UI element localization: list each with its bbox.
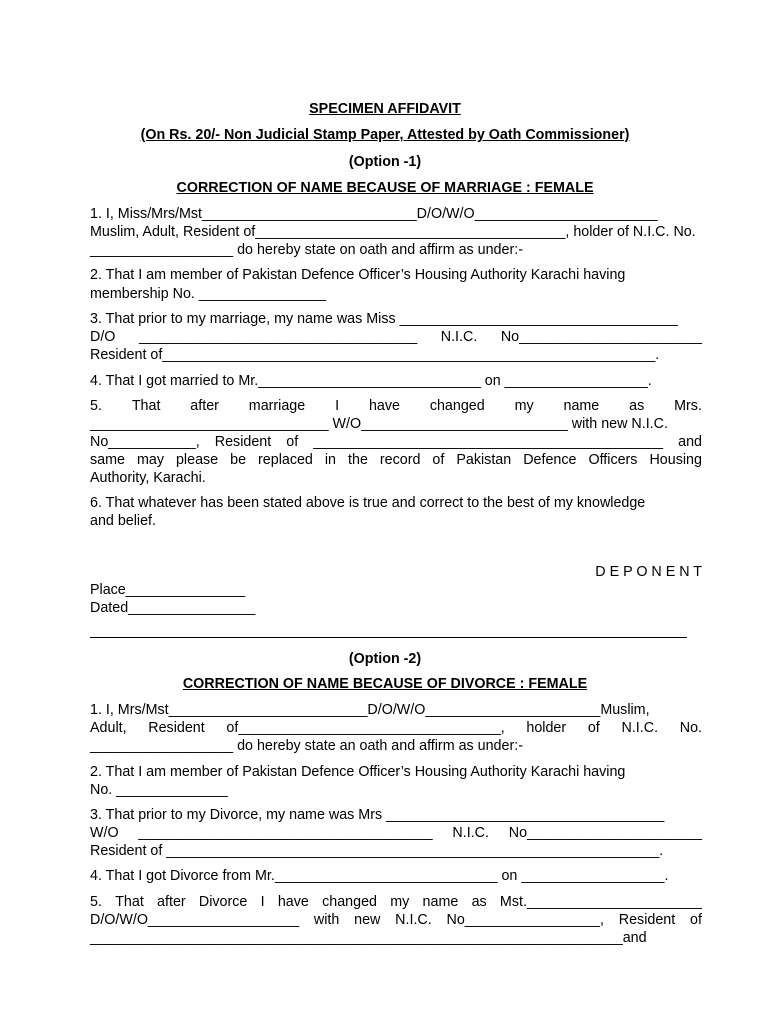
word: be	[230, 452, 247, 468]
word: after	[190, 398, 219, 414]
word: No_______________________	[500, 329, 702, 345]
word: holder	[526, 720, 567, 736]
word: of	[286, 434, 299, 450]
word: I	[335, 398, 340, 414]
o2-para1-line2	[90, 719, 702, 737]
word: Divorce	[198, 894, 248, 910]
word: changed	[322, 894, 377, 910]
word: Housing	[649, 452, 702, 468]
word: _____________________________________	[138, 825, 433, 841]
word: changed	[429, 398, 485, 414]
word: No______________________	[508, 825, 702, 841]
o1-para1-line2: Muslim, Adult, Resident of_______________________________________, holder of N.I.C. No.	[90, 224, 696, 240]
word: Mst.______________________	[499, 894, 702, 910]
word: 5.	[90, 398, 102, 414]
word: Resident	[618, 912, 676, 928]
o2-para3-line2	[90, 824, 702, 842]
word: Pakistan	[456, 452, 512, 468]
o2-para5-line2	[90, 911, 702, 929]
word: N.I.C.	[621, 720, 659, 736]
word: Defence	[523, 452, 577, 468]
option-2-label: (Option -2)	[348, 651, 422, 667]
option-1-heading: CORRECTION OF NAME BECAUSE OF MARRIAGE : FEMALE	[176, 180, 594, 196]
word: N.I.C.	[440, 329, 478, 345]
o1-para3-line1: 3. That prior to my marriage, my name was Miss ___________________________________	[90, 311, 678, 327]
word: please	[175, 452, 219, 468]
word: my	[514, 398, 534, 414]
document-title: SPECIMEN AFFIDAVIT	[309, 101, 461, 117]
word: of	[432, 452, 445, 468]
word: No___________,	[90, 434, 200, 450]
o1-para5-line3	[90, 433, 702, 451]
word: Officers	[588, 452, 638, 468]
word: No.	[679, 720, 702, 736]
o2-para4: 4. That I got Divorce from Mr.____________________________ on __________________.	[90, 868, 669, 884]
o1-para5-line2: ______________________________ W/O__________________________ with new N.I.C.	[90, 416, 668, 432]
word: 5.	[90, 894, 102, 910]
o2-para3-line1: 3. That prior to my Divorce, my name was Mrs ___________________________________	[90, 807, 665, 823]
word: record	[379, 452, 421, 468]
word: name	[422, 894, 459, 910]
word: in	[324, 452, 337, 468]
o1-para5-line1	[90, 397, 702, 415]
o1-para3-line3: Resident of______________________________________________________________.	[90, 347, 660, 363]
word: No_________________,	[446, 912, 604, 928]
place-field: Place_______________	[90, 582, 246, 598]
word: ___________________________________	[138, 329, 418, 345]
word: as	[471, 894, 487, 910]
word: Resident	[148, 720, 205, 736]
section-divider	[90, 637, 687, 638]
dated-field: Dated________________	[90, 600, 256, 616]
o2-para2-line1: 2. That I am member of Pakistan Defence Officer’s Housing Authority Karachi having	[90, 764, 626, 780]
word: Resident	[214, 434, 272, 450]
deponent-label: D E P O N E N T	[595, 564, 702, 580]
word: have	[277, 894, 309, 910]
word: have	[368, 398, 400, 414]
word: That	[131, 398, 161, 414]
word: Adult,	[90, 720, 127, 736]
o1-para6-line1: 6. That whatever has been stated above is true and correct to the best of my knowledge	[90, 495, 646, 511]
o1-para2-line2: membership No. ________________	[90, 286, 327, 302]
o1-para2-line1: 2. That I am member of Pakistan Defence Officer’s Housing Authority Karachi having	[90, 267, 626, 283]
word: and	[678, 434, 702, 450]
o2-para3-line3: Resident of ______________________________________________________________.	[90, 843, 664, 859]
word: after	[157, 894, 186, 910]
word: N.I.C.	[452, 825, 489, 841]
o1-para5-line5: Authority, Karachi.	[90, 470, 206, 486]
word: W/O	[90, 825, 119, 841]
option-2-heading: CORRECTION OF NAME BECAUSE OF DIVORCE : FEMALE	[182, 676, 588, 692]
o1-para1-line1: 1. I, Miss/Mrs/Mst___________________________D/O/W/O_______________________	[90, 206, 658, 222]
word: as	[629, 398, 645, 414]
word: N.I.C.	[395, 912, 432, 928]
word: D/O	[90, 329, 116, 345]
o2-para5-line3: ___________________________________________________________________and	[90, 930, 647, 946]
o2-para1-line3: __________________ do hereby state an oath and affirm as under:-	[90, 738, 523, 754]
word: the	[348, 452, 368, 468]
o1-para6-line2: and belief.	[90, 513, 156, 529]
o2-para5-line1	[90, 893, 702, 911]
word: new	[354, 912, 381, 928]
o2-para1-line1: 1. I, Mrs/Mst_________________________D/O/W/O______________________Muslim,	[90, 702, 650, 718]
word: ____________________________________________	[313, 434, 664, 450]
word: my	[390, 894, 410, 910]
o2-para2-line2: No. ______________	[90, 782, 228, 798]
option-1-label: (Option -1)	[348, 154, 422, 170]
word: marriage	[248, 398, 306, 414]
word: Mrs.	[674, 398, 702, 414]
o1-para1-line3: __________________ do hereby state on oath and affirm as under:-	[90, 242, 523, 258]
document-subtitle: (On Rs. 20/- Non Judicial Stamp Paper, Attested by Oath Commissioner)	[140, 127, 630, 143]
word: with	[313, 912, 340, 928]
word: I	[260, 894, 265, 910]
word: replaced	[258, 452, 313, 468]
word: D/O/W/O___________________	[90, 912, 300, 928]
word: of	[587, 720, 600, 736]
word: of_________________________________,	[226, 720, 505, 736]
word: That	[115, 894, 144, 910]
word: same	[90, 452, 125, 468]
o1-para3-line2	[90, 328, 702, 346]
word: may	[136, 452, 164, 468]
word: name	[563, 398, 600, 414]
o1-para4: 4. That I got married to Mr.____________________________ on __________________.	[90, 373, 652, 389]
word: of	[690, 912, 702, 928]
o1-para5-line4	[90, 451, 702, 469]
